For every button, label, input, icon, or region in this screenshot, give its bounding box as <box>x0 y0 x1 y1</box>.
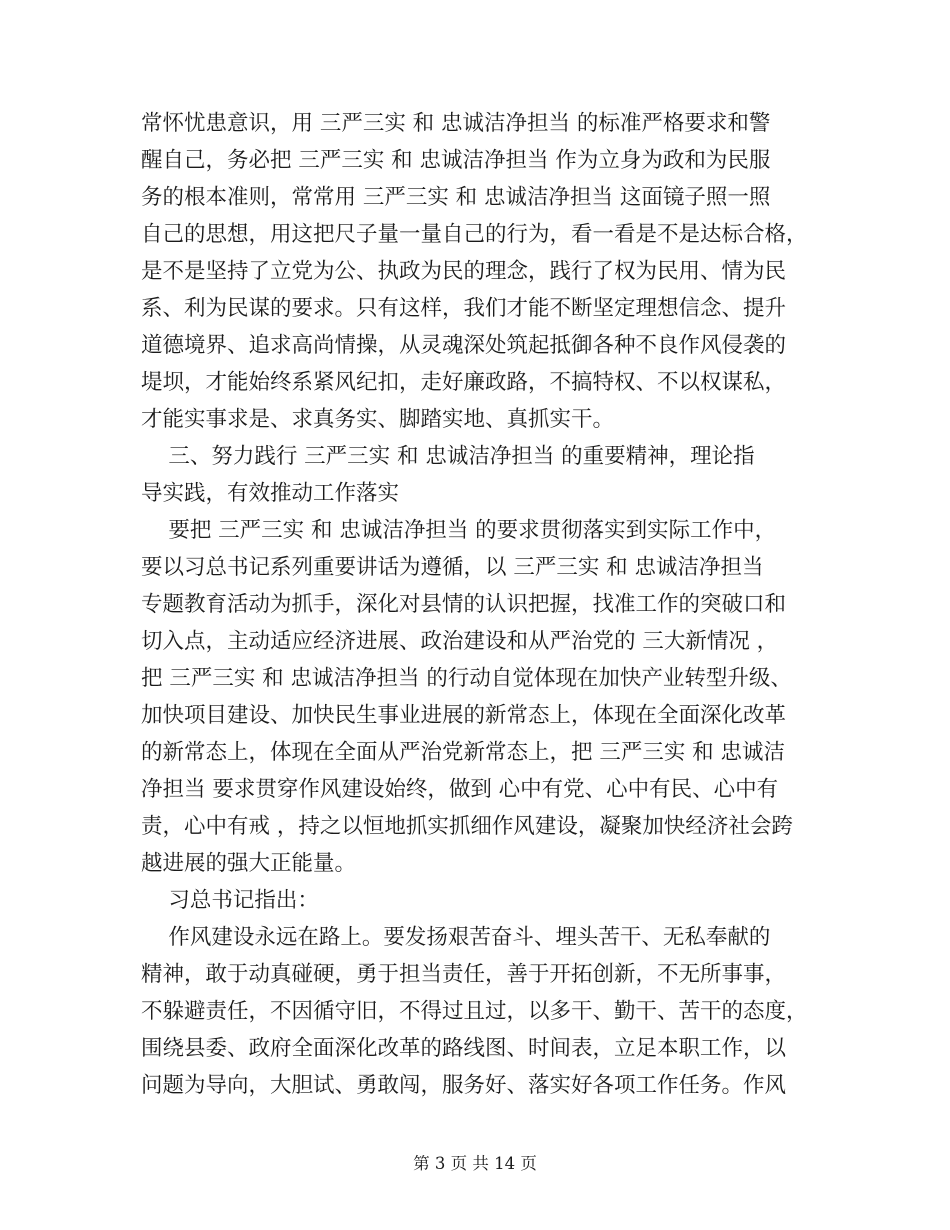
section-heading-line: 导实践，有效推动工作落实 <box>141 481 400 506</box>
text-line: 的新常态上，体现在全面从严治党新常态上，把 三严三实 和 忠诚洁 <box>141 740 786 765</box>
text-line: 切入点，主动适应经济进展、政治建设和从严治党的 三大新情况 ， <box>141 629 779 654</box>
body-text <box>141 105 821 1104</box>
text-line: 问题为导向，大胆试、勇敢闯，服务好、落实好各项工作任务。作风 <box>141 1073 787 1098</box>
text-line: 净担当 要求贯穿作风建设始终，做到 心中有党、心中有民、心中有 <box>141 777 779 802</box>
text-line: 务的根本准则，常常用 三严三实 和 忠诚洁净担当 这面镜子照一照 <box>141 185 771 210</box>
quote-intro-line: 习总书记指出： <box>141 888 319 913</box>
page-number-footer: 第 3 页 共 14 页 <box>413 1154 537 1173</box>
text-line: 专题教育活动为抓手，深化对县情的认识把握，找准工作的突破口和 <box>141 592 787 617</box>
text-line: 才能实事求是、求真务实、脚踏实地、真抓实干。 <box>141 407 615 432</box>
text-line: 把 三严三实 和 忠诚洁净担当 的行动自觉体现在加快产业转型升级、 <box>141 666 792 691</box>
text-line: 越进展的强大正能量。 <box>141 851 357 876</box>
text-line: 围绕县委、政府全面深化改革的路线图、时间表，立足本职工作，以 <box>141 1036 787 1061</box>
text-line: 加快项目建设、加快民生事业进展的新常态上，体现在全面深化改革 <box>141 703 787 728</box>
text-line: 作风建设永远在路上。要发扬艰苦奋斗、埋头苦干、无私奉献的 <box>141 925 771 950</box>
text-line: 常怀忧患意识，用 三严三实 和 忠诚洁净担当 的标准严格要求和警 <box>141 111 771 136</box>
text-line: 自己的思想，用这把尺子量一量自己的行为，看一看是不是达标合格， <box>141 222 808 247</box>
text-line: 要以习总书记系列重要讲话为遵循，以 三严三实 和 忠诚洁净担当 <box>141 555 764 580</box>
text-line: 不躲避责任，不因循守旧，不得过且过，以多干、勤干、苦干的态度， <box>141 999 808 1024</box>
text-line: 责，心中有戒 ，持之以恒地抓实抓细作风建设，凝聚加快经济社会跨 <box>141 814 793 839</box>
text-line: 要把 三严三实 和 忠诚洁净担当 的要求贯彻落实到实际工作中， <box>141 518 777 543</box>
text-line: 精神，敢于动真碰硬，勇于担当责任，善于开拓创新，不无所事事， <box>141 962 787 987</box>
text-line: 道德境界、追求高尚情操，从灵魂深处筑起抵御各种不良作风侵袭的 <box>141 333 787 358</box>
text-line: 醒自己，务必把 三严三实 和 忠诚洁净担当 作为立身为政和为民服 <box>141 148 771 173</box>
section-heading-line: 三、努力践行 三严三实 和 忠诚洁净担当 的重要精神，理论指 <box>141 444 755 469</box>
text-line: 堤坝，才能始终系紧风纪扣，走好廉政路，不搞特权、不以权谋私， <box>141 370 787 395</box>
text-line: 系、利为民谋的要求。只有这样，我们才能不断坚定理想信念、提升 <box>141 296 787 321</box>
text-line: 是不是坚持了立党为公、执政为民的理念，践行了权为民用、情为民 <box>141 259 787 284</box>
